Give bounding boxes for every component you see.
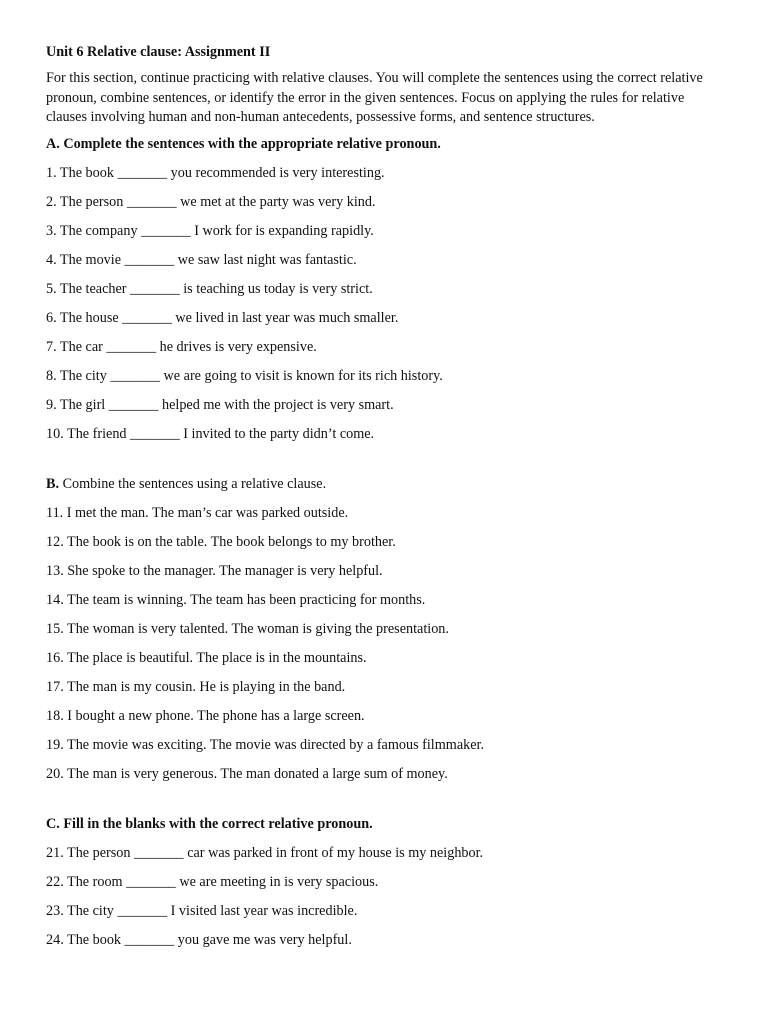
section-c-heading: C. Fill in the blanks with the correct relative pronoun. bbox=[46, 815, 373, 832]
list-item: 3. The company _______ I work for is expanding rapidly. bbox=[46, 222, 374, 239]
section-b-label: B. bbox=[46, 475, 60, 492]
section-c-list bbox=[46, 843, 728, 950]
list-item: 13. She spoke to the manager. The manager is very helpful. bbox=[46, 562, 383, 579]
list-item: 4. The movie _______ we saw last night was fantastic. bbox=[46, 251, 357, 268]
section-a-heading: A. Complete the sentences with the appropriate relative pronoun. bbox=[46, 135, 441, 152]
list-item: 10. The friend _______ I invited to the party didn’t come. bbox=[46, 425, 375, 442]
list-item: 17. The man is my cousin. He is playing in the band. bbox=[46, 678, 346, 695]
list-item: 7. The car _______ he drives is very expensive. bbox=[46, 338, 317, 355]
list-item: 11. I met the man. The man’s car was parked outside. bbox=[46, 504, 349, 521]
intro-paragraph: For this section, continue practicing with relative clauses. You will complete the sentences using the correct relative pronoun, combine sentences, or identify the error in the given sentences. Focus on applying the rules for relative clauses involving human and non-human antecedents, possessive forms, and sentence structures. bbox=[46, 70, 703, 125]
list-item: 1. The book _______ you recommended is very interesting. bbox=[46, 164, 385, 181]
list-item: 24. The book _______ you gave me was very helpful. bbox=[46, 931, 352, 948]
list-item: 14. The team is winning. The team has been practicing for months. bbox=[46, 591, 426, 608]
list-item: 23. The city _______ I visited last year was incredible. bbox=[46, 902, 358, 919]
list-item: 22. The room _______ we are meeting in is very spacious. bbox=[46, 873, 379, 890]
list-item: 5. The teacher _______ is teaching us today is very strict. bbox=[46, 280, 373, 297]
list-item: 19. The movie was exciting. The movie was directed by a famous filmmaker. bbox=[46, 736, 484, 753]
list-item: 2. The person _______ we met at the party was very kind. bbox=[46, 193, 376, 210]
list-item: 15. The woman is very talented. The woman is giving the presentation. bbox=[46, 620, 449, 637]
list-item: 21. The person _______ car was parked in front of my house is my neighbor. bbox=[46, 844, 484, 861]
list-item: 18. I bought a new phone. The phone has a large screen. bbox=[46, 707, 365, 724]
list-item: 20. The man is very generous. The man donated a large sum of money. bbox=[46, 765, 448, 782]
list-item: 9. The girl _______ helped me with the project is very smart. bbox=[46, 396, 394, 413]
list-item: 16. The place is beautiful. The place is in the mountains. bbox=[46, 649, 367, 666]
page-title: Unit 6 Relative clause: Assignment II bbox=[46, 44, 271, 60]
section-a-list bbox=[46, 163, 728, 444]
section-b-instruction: Combine the sentences using a relative clause. bbox=[62, 475, 327, 492]
list-item: 8. The city _______ we are going to visit is known for its rich history. bbox=[46, 367, 443, 384]
section-b-heading bbox=[46, 474, 728, 494]
list-item: 12. The book is on the table. The book belongs to my brother. bbox=[46, 533, 396, 550]
list-item: 6. The house _______ we lived in last year was much smaller. bbox=[46, 309, 399, 326]
section-b-list bbox=[46, 503, 728, 784]
